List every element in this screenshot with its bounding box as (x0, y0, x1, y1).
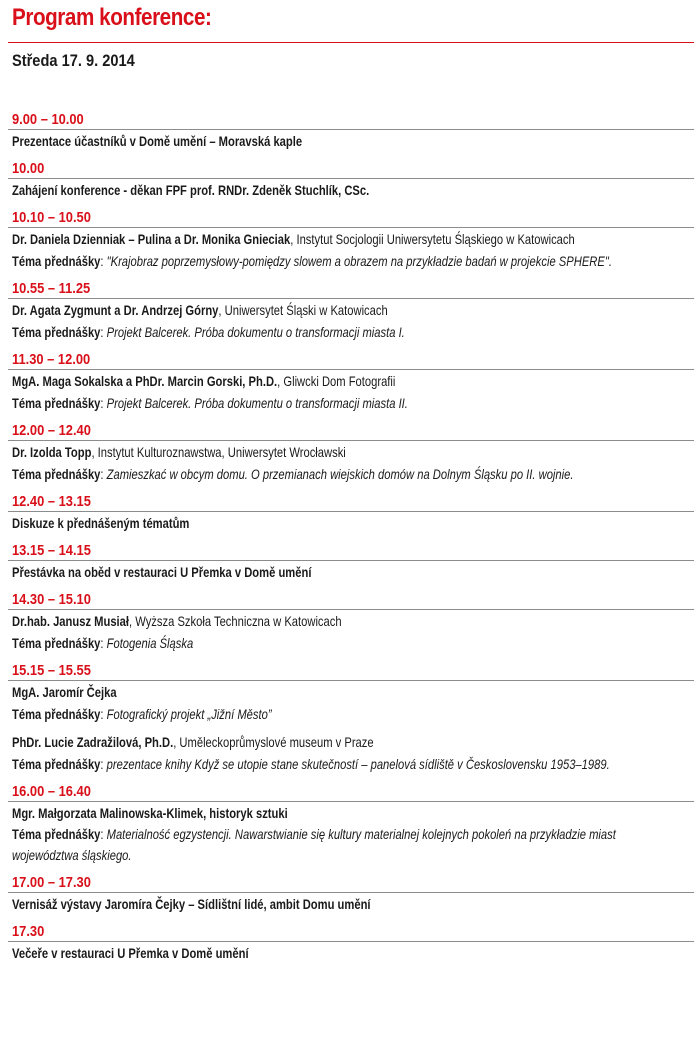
program-line-content (12, 893, 371, 915)
program-line-content (12, 632, 193, 654)
line-text: , Wyższa Szkoła Techniczna w Katowicach (129, 613, 342, 629)
time-slot-text: 10.55 – 11.25 (12, 280, 91, 297)
line-text: : (100, 635, 107, 651)
program-line-content (12, 561, 311, 583)
program-line-content (12, 130, 302, 152)
time-slot (0, 159, 700, 178)
speaker-or-event-text: Večeře v restauraci U Přemka v Domě umění (12, 945, 249, 961)
program-line (0, 893, 700, 915)
speaker-or-event-text: Dr. Daniela Dzienniak – Pulina a Dr. Monika Gnieciak (12, 231, 291, 247)
program-line-content (12, 703, 272, 725)
speaker-or-event-text: Dr.hab. Janusz Musiał (12, 613, 130, 629)
day-heading: Středa 17. 9. 2014 (12, 51, 135, 70)
time-slot-text: 17.00 – 17.30 (12, 874, 91, 891)
speaker-or-event-text: Prezentace účastníků v Domě umění – Moravská kaple (12, 133, 303, 149)
lecture-topic-text: Projekt Balcerek. Próba dokumentu o transformacji miasta II. (106, 395, 408, 411)
time-slot-text: 10.10 – 10.50 (12, 209, 91, 226)
program-list (0, 110, 700, 971)
time-slot (0, 782, 700, 801)
time-slot (0, 110, 700, 129)
program-block (0, 661, 700, 775)
line-text: , Uniwersytet Śląski w Katowicach (218, 302, 388, 318)
program-line-content (12, 802, 288, 824)
lecture-topic-text: Zamieszkać w obcym domu. O przemianach wiejskich domów na Dolnym Śląsku po II. wojnie. (106, 466, 574, 482)
program-line-content (12, 228, 575, 250)
speaker-or-event-text: Mgr. Małgorzata Malinowska-Klimek, historyk sztuki (12, 805, 288, 821)
lecture-topic-text: Materialność egzystencji. Nawarstwianie się kultury materialnej kolejnych pokoleń na przykładzie miast województwa śląskiego. (12, 826, 616, 863)
program-line-content (12, 512, 189, 534)
time-slot (0, 541, 700, 560)
program-block (0, 492, 700, 534)
speaker-or-event-text: Téma přednášky (12, 826, 101, 842)
line-text: : (100, 395, 107, 411)
line-text: , Instytut Socjologii Uniwersytetu Śląskiego w Katowicach (290, 231, 575, 247)
program-block (0, 279, 700, 343)
speaker-or-event-text: PhDr. Lucie Zadražilová, Ph.D. (12, 734, 174, 750)
page-title-colon: : (205, 4, 212, 31)
program-line-content (12, 942, 249, 964)
line-text: : (100, 706, 107, 722)
program-line-content (12, 250, 612, 272)
line-text: : (100, 324, 107, 340)
time-slot-text: 15.15 – 15.55 (12, 662, 91, 679)
line-text: : (100, 826, 107, 842)
line-text: : (100, 756, 107, 772)
program-line (0, 463, 700, 485)
lecture-topic-text: prezentace knihy Když se utopie stane skutečností – panelová sídliště v Československu 1953–1989. (106, 756, 610, 772)
program-line (0, 392, 700, 414)
program-line (0, 179, 700, 201)
speaker-or-event-text: MgA. Jaromír Čejka (12, 684, 117, 700)
line-text: , Uměleckoprůmyslové museum v Praze (173, 734, 374, 750)
speaker-or-event-text: Téma přednášky (12, 466, 101, 482)
time-slot (0, 421, 700, 440)
program-block (0, 873, 700, 915)
time-slot-text: 9.00 – 10.00 (12, 111, 84, 128)
time-slot-text: 11.30 – 12.00 (12, 351, 91, 368)
program-line-content (12, 610, 342, 632)
time-slot-text: 17.30 (12, 923, 45, 940)
program-line-content (12, 681, 117, 703)
program-line (0, 681, 700, 703)
speaker-or-event-text: MgA. Maga Sokalska a PhDr. Marcin Gorski, Ph.D. (12, 373, 278, 389)
program-line (0, 731, 700, 753)
program-block (0, 421, 700, 485)
time-slot (0, 922, 700, 941)
speaker-or-event-text: Přestávka na oběd v restauraci U Přemka v Domě umění (12, 564, 312, 580)
program-line (0, 824, 700, 866)
speaker-or-event-text: Dr. Izolda Topp (12, 444, 92, 460)
program-line-content (12, 179, 369, 201)
program-line (0, 250, 700, 272)
line-text: : (100, 253, 107, 269)
page-title-text: Program konference (12, 4, 206, 31)
line-text: : (100, 466, 107, 482)
lecture-topic-text: Fotogenia Śląska (106, 635, 194, 651)
program-line-content (12, 370, 395, 392)
program-line (0, 753, 700, 775)
program-line (0, 632, 700, 654)
program-block (0, 110, 700, 152)
program-line (0, 512, 700, 534)
program-line-content (12, 824, 684, 866)
lecture-topic-text: Fotografický projekt „Jižní Město” (106, 706, 272, 722)
line-text: , Gliwcki Dom Fotografii (277, 373, 396, 389)
program-line (0, 561, 700, 583)
program-line (0, 802, 700, 824)
program-block (0, 208, 700, 272)
time-slot-text: 14.30 – 15.10 (12, 591, 91, 608)
time-slot-text: 12.40 – 13.15 (12, 493, 91, 510)
time-slot-text: 16.00 – 16.40 (12, 783, 91, 800)
program-line (0, 370, 700, 392)
program-line (0, 228, 700, 250)
program-line-content (12, 441, 346, 463)
lecture-topic-text: "Krajobraz poprzemysłowy-pomiędzy slowem a obrazem na przykładzie badań w projekcie SPHERE". (106, 253, 612, 269)
speaker-or-event-text: Diskuze k přednášeným tématům (12, 515, 190, 531)
time-slot-text: 10.00 (12, 160, 45, 177)
program-block (0, 541, 700, 583)
time-slot (0, 873, 700, 892)
program-line-content (12, 463, 573, 485)
program-line (0, 610, 700, 632)
time-slot (0, 590, 700, 609)
program-line-content (12, 753, 610, 775)
program-line (0, 703, 700, 725)
speaker-or-event-text: Téma přednášky (12, 706, 101, 722)
speaker-or-event-text: Téma přednášky (12, 395, 101, 411)
program-line (0, 441, 700, 463)
time-slot (0, 208, 700, 227)
program-block (0, 590, 700, 654)
program-block (0, 159, 700, 201)
program-line (0, 130, 700, 152)
program-line-content (12, 299, 388, 321)
program-line-content (12, 731, 374, 753)
program-line-content (12, 392, 408, 414)
speaker-or-event-text: Téma přednášky (12, 756, 101, 772)
speaker-or-event-text: Zahájení konference - děkan FPF prof. RNDr. Zdeněk Stuchlík, CSc. (12, 182, 370, 198)
time-slot (0, 350, 700, 369)
time-slot-text: 13.15 – 14.15 (12, 542, 91, 559)
program-line (0, 299, 700, 321)
page-title (12, 4, 211, 32)
speaker-or-event-text: Téma přednášky (12, 635, 101, 651)
speaker-or-event-text: Téma přednášky (12, 324, 101, 340)
line-text: , Instytut Kulturoznawstwa, Uniwersytet Wrocławski (91, 444, 346, 460)
speaker-or-event-text: Dr. Agata Zygmunt a Dr. Andrzej Górny (12, 302, 219, 318)
program-line (0, 321, 700, 343)
time-slot-text: 12.00 – 12.40 (12, 422, 91, 439)
program-block (0, 922, 700, 964)
program-line (0, 942, 700, 964)
speaker-or-event-text: Téma přednášky (12, 253, 101, 269)
program-line-content (12, 321, 405, 343)
speaker-or-event-text: Vernisáž výstavy Jaromíra Čejky – Sídlištní lidé, ambit Domu umění (12, 896, 371, 912)
program-block (0, 350, 700, 414)
time-slot (0, 492, 700, 511)
title-divider (8, 42, 694, 43)
time-slot (0, 661, 700, 680)
lecture-topic-text: Projekt Balcerek. Próba dokumentu o transformacji miasta I. (106, 324, 405, 340)
program-block (0, 782, 700, 866)
time-slot (0, 279, 700, 298)
